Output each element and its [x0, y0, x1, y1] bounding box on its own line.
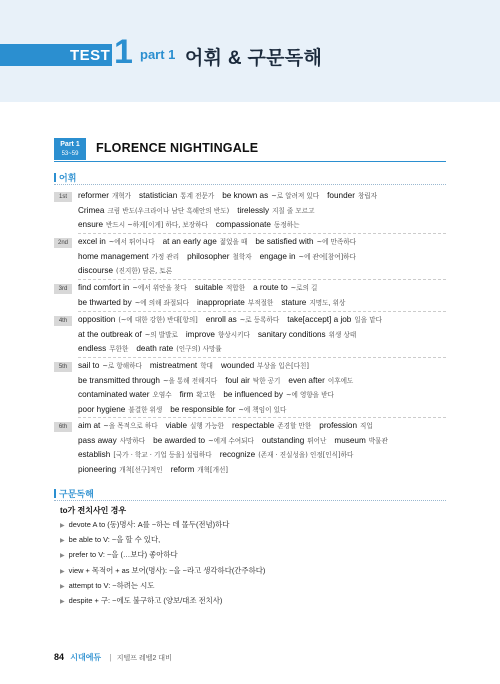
- vocab-term: opposition: [78, 315, 116, 324]
- vocab-meaning: (존재 · 진실성을) 인정[인식]하다: [258, 451, 354, 459]
- page-number: 84: [54, 652, 65, 662]
- vocab-group-tag: 5th: [54, 362, 72, 372]
- vocab-term: pass away: [78, 435, 117, 445]
- part-badge: [54, 138, 86, 160]
- section-title: FLORENCE NIGHTINGALE: [96, 141, 259, 155]
- vocab-term: compassionate: [215, 220, 271, 229]
- vocab-term: recognize: [219, 450, 256, 459]
- vocab-group: [54, 361, 446, 419]
- triangle-bullet-icon: ▶: [60, 553, 65, 560]
- test-number: 1: [114, 33, 133, 71]
- heading-bar: [54, 489, 56, 498]
- vocab-group-divider: [78, 233, 446, 234]
- vocab-meaning: ~로의 길: [290, 284, 318, 292]
- vocab-meaning: ~에 만족하다: [316, 238, 357, 246]
- triangle-bullet-icon: ▶: [60, 599, 65, 605]
- vocab-term: excel in: [78, 237, 106, 246]
- syntax-divider: [54, 500, 446, 501]
- vocab-meaning: 뛰어난: [307, 436, 327, 445]
- vocab-meaning: 탁한 공기: [252, 376, 281, 385]
- vocab-meaning: 부적절한: [247, 298, 274, 307]
- vocab-term: sail to: [78, 361, 100, 370]
- vocab-meaning: 일을 맡다: [354, 316, 382, 324]
- vocab-term: statistician: [139, 191, 178, 200]
- vocab-group-divider: [78, 279, 446, 280]
- vocab-line: [78, 448, 361, 462]
- vocab-term: improve: [185, 329, 215, 339]
- vocab-line: [78, 419, 381, 433]
- vocab-line: [78, 342, 230, 356]
- vocab-term: discourse: [78, 266, 114, 275]
- triangle-bullet-icon: ▶: [60, 523, 65, 529]
- vocab-heading-label: 어휘: [59, 173, 77, 183]
- vocab-meaning: 무한한: [109, 345, 129, 353]
- part-label: part 1: [140, 47, 176, 62]
- vocab-meaning: 크림 반도(우크라이나 남단 흑해안의 반도): [107, 206, 230, 215]
- syntax-heading: [54, 487, 94, 500]
- vocab-heading: [54, 171, 76, 184]
- page-title: 어휘 & 구문독해: [185, 48, 323, 69]
- section-header: [54, 138, 446, 162]
- vocab-meaning: 직업: [360, 422, 373, 430]
- vocab-line: [78, 264, 180, 278]
- vocab-term: take[accept] a job: [287, 315, 352, 324]
- syntax-heading-label: 구문독해: [59, 489, 94, 499]
- vocab-meaning: 창립자: [357, 192, 378, 200]
- vocab-meaning: 젊었을 때: [219, 238, 248, 246]
- part-badge-range: 53~59: [61, 151, 79, 157]
- test-label: TEST: [70, 47, 111, 64]
- vocab-line: [78, 296, 353, 310]
- part-badge-label: Part 1: [60, 141, 80, 148]
- vocab-meaning: 실행 가능한: [190, 422, 224, 430]
- vocab-meaning: ~을 통해 전해지다: [162, 376, 218, 385]
- vocab-line: [78, 374, 361, 388]
- to-item-text: despite + 구: ~에도 불구하고 (양보/대조 전치사): [68, 596, 223, 605]
- vocab-meaning: ~을 목적으로 하다: [103, 422, 158, 430]
- to-item-text: be able to V: ~을 할 수 있다,: [68, 535, 161, 545]
- to-item: [60, 565, 440, 578]
- vocab-term: a route to: [253, 283, 288, 292]
- vocab-meaning: ~에서 위안을 찾다: [132, 284, 187, 292]
- vocab-group: [54, 421, 446, 479]
- vocab-meaning: 개혁[개선]: [197, 465, 228, 474]
- vocab-meaning: 존경할 만한: [277, 422, 312, 430]
- vocab-line: [78, 403, 294, 417]
- vocab-meaning: (~에 대한 강한) 반대[항의]: [118, 316, 198, 324]
- vocab-meaning: 이후에도: [327, 376, 354, 385]
- vocab-term: be thwarted by: [78, 297, 132, 307]
- vocab-term: sanitary conditions: [257, 329, 326, 339]
- vocab-term: contaminated water: [78, 390, 150, 399]
- vocab-term: wounded: [220, 361, 255, 370]
- vocab-meaning: 위생 상태: [328, 330, 357, 339]
- vocab-term: philosopher: [187, 251, 230, 261]
- footer-separator: |: [109, 653, 112, 662]
- vocab-term: reformer: [78, 191, 109, 200]
- vocab-meaning: 지명도, 위상: [309, 298, 346, 307]
- vocab-term: endless: [78, 344, 107, 353]
- vocab-term: be satisfied with: [255, 237, 314, 246]
- vocab-term: stature: [281, 297, 307, 307]
- vocab-line: [78, 235, 364, 249]
- vocab-meaning: 불결한 위생: [128, 405, 163, 414]
- vocab-meaning: ~로 등록하다: [239, 316, 280, 324]
- vocab-term: poor hygiene: [78, 404, 126, 414]
- vocab-line: [78, 189, 385, 203]
- vocab-term: be influenced by: [223, 390, 283, 399]
- vocab-meaning: 적합한: [225, 284, 246, 292]
- vocab-group-tag: 4th: [54, 316, 72, 326]
- heading-bar: [54, 173, 56, 182]
- vocab-meaning: ~에 관여[참여]하다: [298, 252, 356, 261]
- publisher-brand: 시대에듀: [70, 653, 102, 662]
- vocab-term: founder: [327, 191, 355, 200]
- vocab-line: [78, 250, 364, 264]
- vocab-group-divider: [78, 357, 446, 358]
- vocab-term: home management: [78, 251, 149, 261]
- vocab-group-tag: 2nd: [54, 238, 72, 248]
- vocab-group-tag: 1st: [54, 192, 72, 202]
- vocab-meaning: 지칠 줄 모르고: [272, 206, 315, 215]
- triangle-bullet-icon: ▶: [60, 538, 65, 545]
- vocab-line: [78, 218, 307, 232]
- vocab-term: establish: [78, 450, 111, 459]
- to-item: [60, 534, 440, 547]
- vocab-meaning: 오염수: [152, 391, 172, 399]
- vocab-meaning: ~에 책임이 있다: [238, 405, 287, 414]
- vocab-group-tag: 3rd: [54, 284, 72, 294]
- vocab-term: foul air: [225, 375, 250, 385]
- vocab-term: at an early age: [162, 237, 217, 246]
- to-item-text: devote A to (동)명사: A를 ~하는 데 몰두(전념)하다: [68, 520, 230, 529]
- vocab-meaning: ~에 영향을 받다: [285, 391, 334, 399]
- vocab-meaning: 반드시 ~하게[이게] 하다, 보장하다: [106, 221, 208, 229]
- vocab-divider: [54, 184, 446, 185]
- vocab-meaning: 개혁가: [111, 192, 132, 200]
- triangle-bullet-icon: ▶: [60, 583, 65, 590]
- vocab-meaning: 학대: [200, 362, 213, 370]
- vocab-meaning: 박물관: [368, 436, 388, 445]
- vocab-meaning: 부상을 입은[다친]: [257, 362, 309, 370]
- book-title: 지텔프 레벨2 대비: [116, 655, 172, 662]
- vocab-line: [78, 313, 390, 327]
- vocab-line: [78, 328, 364, 342]
- vocab-meaning: ~에 의해 좌절되다: [134, 298, 190, 307]
- vocab-term: death rate: [136, 344, 174, 353]
- to-item-text: attempt to V: ~하려는 시도: [68, 580, 155, 590]
- vocab-line: [78, 359, 317, 373]
- vocab-meaning: ~로 항해하다: [102, 362, 142, 370]
- vocab-term: be responsible for: [170, 404, 236, 414]
- vocab-term: museum: [334, 435, 366, 445]
- vocab-group: [54, 283, 446, 312]
- vocab-term: firm: [179, 390, 194, 399]
- vocab-term: reform: [170, 464, 195, 474]
- to-item: [60, 580, 440, 593]
- vocab-term: engage in: [259, 251, 296, 261]
- to-item: [60, 595, 440, 608]
- vocab-meaning: (인구의) 사망률: [176, 345, 222, 353]
- vocab-meaning: ~로 알려져 있다: [271, 192, 320, 200]
- vocab-meaning: 확고한: [196, 391, 216, 399]
- to-preposition-title: to가 전치사인 경우: [60, 506, 127, 515]
- vocab-term: be awarded to: [153, 435, 206, 445]
- vocab-meaning: [국가 · 학교 · 기업 등을] 설립하다: [113, 451, 212, 459]
- vocab-line: [78, 463, 236, 477]
- to-item: [60, 519, 440, 532]
- vocab-group: [54, 237, 446, 281]
- vocab-term: inappropriate: [197, 297, 245, 307]
- vocab-term: at the outbreak of: [78, 329, 142, 339]
- to-item-text: view + 목적어 + as 보어(명사): ~을 ~라고 생각하다(간주하다): [68, 565, 266, 575]
- vocab-meaning: 가정 관리: [151, 252, 180, 261]
- vocab-line: [78, 281, 325, 295]
- vocab-term: find comfort in: [78, 283, 130, 292]
- vocab-term: Crimea: [78, 205, 105, 215]
- page-footer: [54, 652, 172, 663]
- vocab-term: ensure: [78, 220, 104, 229]
- vocab-term: respectable: [231, 421, 275, 430]
- vocab-group: [54, 315, 446, 359]
- vocab-meaning: 향상시키다: [217, 330, 250, 339]
- vocab-group-divider: [78, 417, 446, 418]
- vocab-term: outstanding: [261, 435, 305, 445]
- to-item: [60, 549, 440, 562]
- vocab-meaning: 개척[선구]적인: [119, 465, 163, 474]
- vocab-term: tirelessly: [237, 205, 270, 215]
- vocab-meaning: 철학자: [232, 252, 252, 261]
- vocab-term: be transmitted through: [78, 375, 160, 385]
- vocab-term: viable: [165, 421, 188, 430]
- vocab-meaning: 동정하는: [273, 221, 300, 229]
- vocab-group-tag: 6th: [54, 422, 72, 432]
- to-item-text: prefer to V: ~을 (…보다) 좋아하다: [68, 550, 178, 560]
- vocab-term: suitable: [194, 283, 223, 292]
- vocab-meaning: 통계 전문가: [180, 192, 215, 200]
- vocab-group: [54, 191, 446, 235]
- vocab-term: even after: [288, 375, 325, 385]
- vocab-term: mistreatment: [149, 361, 198, 370]
- triangle-bullet-icon: ▶: [60, 568, 65, 575]
- vocab-meaning: ~에서 뛰어나다: [108, 238, 155, 246]
- vocab-meaning: ~의 발발로: [144, 330, 178, 339]
- vocab-line: [78, 388, 342, 402]
- vocab-term: aim at: [78, 421, 101, 430]
- vocab-meaning: 사망하다: [119, 436, 146, 445]
- vocab-term: be known as: [222, 191, 269, 200]
- vocab-group-divider: [78, 311, 446, 312]
- vocab-line: [78, 434, 396, 448]
- vocab-term: enroll as: [205, 315, 237, 324]
- vocab-line: [78, 204, 322, 218]
- vocab-term: pioneering: [78, 464, 117, 474]
- vocab-term: profession: [319, 421, 358, 430]
- vocab-meaning: ~에게 수여되다: [208, 436, 254, 445]
- vocab-meaning: (진지한) 담론, 토론: [116, 267, 173, 275]
